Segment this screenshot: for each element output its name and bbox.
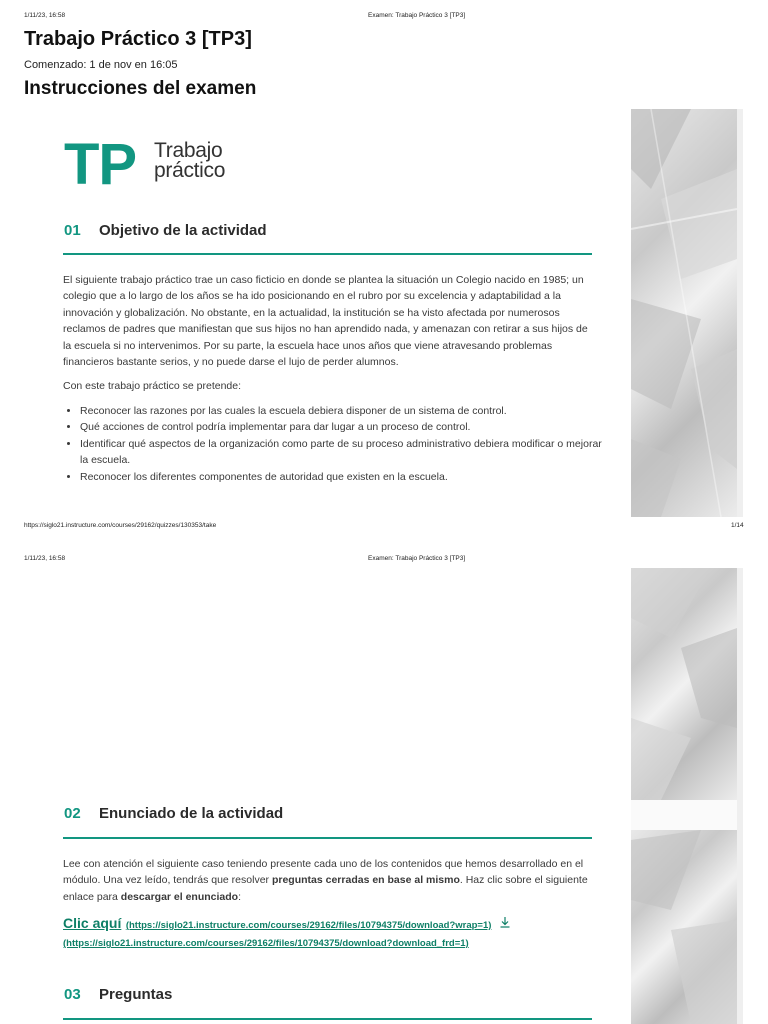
tp-logo-words (154, 141, 225, 181)
list-item: • Reconocer las razones por las cuales la escuela debiera disponer de un sistema de control. (80, 403, 610, 419)
statement-paragraph (63, 856, 595, 905)
download-url-link[interactable]: (https://siglo21.instructure.com/courses/29162/files/10794375/download?download_frd=1) (63, 938, 469, 949)
tp-logo-line2: práctico (154, 159, 226, 182)
statement-text: : (238, 890, 242, 903)
print-header-title: Examen: Trabajo Práctico 3 [TP3] (368, 555, 466, 562)
statement-bold: preguntas cerradas en base al mismo (271, 874, 460, 887)
decorative-edge (737, 568, 743, 1024)
download-link-row (63, 915, 603, 933)
decorative-side-image (631, 830, 737, 1024)
objective-paragraph: El siguiente trabajo práctico trae un caso ficticio en donde se plantea la situación un Colegio nacido en 1985; un colegio que a lo largo de los años se ha ido posicionando en el rubro por su excelencia y adaptabilidad a la innovación y globalización. No obstante, en la actualidad, la institución se ha visto afectada por numerosos reclamos de padres que manifiestan que sus hijos no han aprendido nada, y amenazan con retirar a sus hijos de la escuela si no intervenimos. Por su parte, la escuela hace unos años que viene atravesando problemas financieros bastante serios, y no puede darse el lujo de perder alumnos. (63, 274, 588, 369)
tp-logo-letters: TP (64, 132, 137, 197)
click-here-url[interactable]: (https://siglo21.instructure.com/courses/29162/files/10794375/download?wrap=1) (125, 920, 492, 932)
instructions-heading: Instrucciones del examen (24, 78, 257, 99)
page-title: Trabajo Práctico 3 [TP3] (24, 28, 252, 50)
section-title: Objetivo de la actividad (99, 222, 267, 239)
statement-text: Lee con atención el siguiente caso teniendo presente cada uno de los contenidos que hemos desarrollado en el módulo. Una vez leído, tendrás que resolver (63, 858, 584, 887)
tp-logo-line1: Trabajo (154, 139, 223, 162)
list-item: • Identificar qué aspectos de la organización como parte de su proceso administrativo debiera modificar o mejorar la escuela. (80, 436, 610, 469)
section-title: Preguntas (99, 986, 173, 1003)
section-number: 01 (64, 222, 81, 239)
download-icon[interactable] (499, 915, 511, 933)
section-number: 02 (64, 805, 81, 822)
section-number: 03 (64, 986, 81, 1003)
list-item: • Reconocer los diferentes componentes de autoridad que existen en la escuela. (80, 469, 610, 485)
section-divider (63, 837, 592, 839)
decorative-side-image (631, 568, 737, 800)
decorative-side-image (631, 109, 737, 517)
decorative-gap (631, 800, 737, 830)
print-footer-page: 1/14 (731, 522, 744, 529)
print-header-title: Examen: Trabajo Práctico 3 [TP3] (368, 12, 466, 19)
print-header-datetime: 1/11/23, 16:58 (24, 555, 66, 562)
statement-text: . Haz clic sobre el siguiente enlace para (63, 874, 588, 903)
objective-intro: Con este trabajo práctico se pretende: (63, 380, 242, 392)
section-divider (63, 1018, 592, 1020)
section-title: Enunciado de la actividad (99, 805, 284, 822)
click-here-link[interactable]: Clic aquí (63, 915, 122, 932)
print-footer-url: https://siglo21.instructure.com/courses/29162/quizzes/130353/take (24, 522, 217, 529)
started-timestamp: Comenzado: 1 de nov en 16:05 (24, 59, 178, 71)
section-divider (63, 253, 592, 255)
print-header-datetime: 1/11/23, 16:58 (24, 12, 66, 19)
statement-bold: descargar el enunciado (120, 890, 239, 903)
list-item: • Qué acciones de control podría implementar para dar lugar a un proceso de control. (80, 419, 610, 435)
decorative-edge (737, 109, 743, 517)
objective-list (64, 403, 610, 485)
